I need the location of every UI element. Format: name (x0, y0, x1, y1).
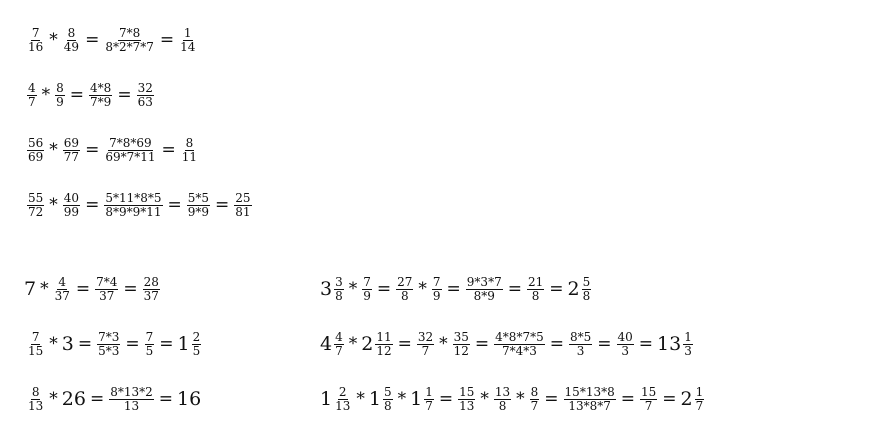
numerator: 35 (453, 330, 469, 344)
equals-sign: = (597, 334, 612, 354)
denominator: 12 (376, 344, 392, 358)
fraction (432, 276, 442, 303)
denominator: 7*9 (90, 95, 112, 109)
fraction (362, 276, 372, 303)
denominator: 37 (143, 289, 159, 303)
denominator: 8 (335, 289, 343, 303)
denominator: 8 (498, 399, 507, 413)
fraction (417, 331, 434, 358)
numerator: 5*5 (187, 191, 210, 205)
fraction (527, 276, 544, 303)
fraction (458, 386, 475, 413)
fraction (27, 137, 44, 164)
numerator: 4*8*7*5 (495, 330, 544, 344)
numerator: 13 (494, 385, 511, 399)
denominator: 77 (63, 150, 80, 164)
expression-7 (26, 386, 201, 413)
fraction (234, 192, 251, 219)
denominator: 8 (582, 289, 591, 303)
denominator: 3 (621, 344, 629, 358)
multiply-sign: * (348, 279, 358, 299)
equals-sign: = (376, 279, 392, 299)
multiply-sign: * (348, 334, 358, 354)
denominator: 7 (695, 399, 704, 413)
numerator: 4 (335, 330, 343, 344)
mixed-number (178, 331, 203, 358)
numerator: 7 (31, 330, 40, 344)
fraction (109, 386, 154, 413)
equals-sign: = (85, 195, 100, 215)
equals-sign: = (117, 85, 132, 105)
numerator: 40 (617, 330, 633, 344)
fraction (104, 192, 162, 219)
whole-part: 2 (361, 333, 374, 355)
multiply-sign: * (49, 195, 58, 215)
numerator: 7*4 (96, 275, 118, 289)
fraction (143, 276, 160, 303)
numerator: 69 (63, 136, 80, 150)
fraction-part (192, 331, 202, 358)
equals-sign: = (620, 389, 635, 409)
mixed-number (567, 276, 592, 303)
integer: 26 (61, 388, 86, 410)
denominator: 8*9*9*11 (105, 205, 162, 219)
whole-part: 1 (368, 388, 381, 410)
equals-sign: = (77, 334, 93, 354)
fraction (396, 276, 413, 303)
multiply-sign: * (516, 389, 525, 409)
equals-sign: = (159, 30, 175, 50)
numerator: 1 (695, 385, 704, 399)
numerator: 1 (684, 330, 692, 344)
numerator: 7*8 (118, 26, 141, 40)
equals-sign: = (544, 389, 559, 409)
expression-6 (26, 331, 202, 358)
denominator: 8*9 (473, 289, 495, 303)
multiply-sign: * (40, 279, 49, 299)
equals-sign: = (549, 334, 564, 354)
equals-sign: = (123, 279, 138, 299)
whole-part: 1 (410, 388, 423, 410)
denominator: 69 (28, 150, 44, 164)
numerator: 8 (31, 385, 40, 399)
denominator: 49 (63, 40, 80, 54)
numerator: 1 (183, 26, 192, 40)
fraction (89, 82, 112, 109)
fraction-part (695, 386, 705, 413)
numerator: 5*11*8*5 (105, 191, 162, 205)
numerator: 2 (192, 330, 201, 344)
numerator: 40 (63, 191, 80, 205)
fraction-part (683, 331, 693, 358)
fraction (179, 27, 196, 54)
denominator: 13 (335, 399, 351, 413)
numerator: 15 (640, 385, 657, 399)
fraction (494, 331, 545, 358)
fraction (569, 331, 592, 358)
numerator: 7 (145, 330, 154, 344)
denominator: 7 (644, 399, 653, 413)
numerator: 4*8 (90, 81, 112, 95)
expression-3 (26, 137, 199, 164)
fraction (494, 386, 511, 413)
numerator: 27 (397, 275, 413, 289)
mixed-number (320, 331, 345, 358)
fraction (640, 386, 657, 413)
denominator: 63 (137, 95, 153, 109)
equals-sign: = (507, 279, 522, 299)
equals-sign: = (125, 334, 140, 354)
denominator: 9 (56, 95, 64, 109)
fraction (466, 276, 503, 303)
fraction (181, 137, 198, 164)
denominator: 37 (99, 289, 115, 303)
mixed-number (681, 386, 706, 413)
multiply-sign: * (49, 334, 58, 354)
fraction (63, 27, 80, 54)
fraction (104, 137, 156, 164)
fraction (27, 27, 44, 54)
denominator: 7 (425, 399, 433, 413)
numerator: 8 (185, 136, 194, 150)
denominator: 5*3 (98, 344, 120, 358)
numerator: 8*13*2 (110, 385, 153, 399)
equals-sign: = (158, 389, 174, 409)
denominator: 5 (145, 344, 154, 358)
fraction (55, 82, 65, 109)
denominator: 99 (63, 205, 80, 219)
numerator: 5 (383, 385, 392, 399)
denominator: 5 (192, 344, 201, 358)
equals-sign: = (438, 389, 454, 409)
expression-4 (26, 192, 253, 219)
equals-sign: = (75, 279, 91, 299)
mixed-number (320, 276, 345, 303)
fraction (63, 137, 80, 164)
numerator: 8 (67, 26, 76, 40)
denominator: 69*7*11 (105, 150, 156, 164)
fraction (97, 331, 120, 358)
fraction (104, 27, 155, 54)
numerator: 55 (28, 191, 44, 205)
expression-2 (26, 82, 155, 109)
equals-sign: = (69, 85, 85, 105)
denominator: 16 (28, 40, 44, 54)
mixed-number (320, 386, 352, 413)
denominator: 8 (531, 289, 540, 303)
whole-part: 2 (680, 388, 693, 410)
multiply-sign: * (49, 389, 58, 409)
numerator: 28 (143, 275, 159, 289)
multiply-sign: * (49, 30, 58, 50)
equals-sign: = (397, 334, 412, 354)
equals-sign: = (159, 334, 174, 354)
fraction (187, 192, 210, 219)
denominator: 7 (530, 399, 539, 413)
numerator: 25 (235, 191, 251, 205)
numerator: 1 (425, 385, 433, 399)
numerator: 15*13*8 (564, 385, 615, 399)
fraction-part (383, 386, 393, 413)
integer: 7 (24, 278, 37, 300)
denominator: 8 (383, 399, 392, 413)
whole-part: 13 (657, 333, 682, 355)
numerator: 2 (338, 385, 347, 399)
denominator: 3 (576, 344, 585, 358)
numerator: 32 (417, 330, 434, 344)
whole-part: 3 (320, 278, 333, 300)
whole-part: 1 (177, 333, 190, 355)
denominator: 9 (432, 289, 441, 303)
numerator: 7*8*69 (109, 136, 152, 150)
numerator: 7 (363, 275, 371, 289)
equals-sign: = (474, 334, 490, 354)
expression-5 (24, 276, 161, 303)
fraction (27, 386, 44, 413)
denominator: 8 (400, 289, 409, 303)
fraction-part (424, 386, 434, 413)
mixed-number (657, 331, 694, 358)
whole-part: 4 (320, 333, 333, 355)
fraction (27, 192, 44, 219)
expression-1 (26, 27, 197, 54)
fraction-part (375, 331, 392, 358)
equals-sign: = (89, 389, 105, 409)
fraction (27, 82, 37, 109)
denominator: 7 (28, 95, 36, 109)
denominator: 13 (459, 399, 475, 413)
fraction (27, 331, 44, 358)
denominator: 72 (28, 205, 44, 219)
denominator: 7 (335, 344, 343, 358)
equals-sign: = (85, 140, 100, 160)
mixed-number (369, 386, 394, 413)
numerator: 11 (376, 330, 392, 344)
denominator: 13 (123, 399, 140, 413)
fraction (617, 331, 634, 358)
numerator: 21 (527, 275, 544, 289)
equals-sign: = (549, 279, 564, 299)
equals-sign: = (161, 140, 176, 160)
denominator: 8*2*7*7 (105, 40, 154, 54)
fraction-part (334, 331, 344, 358)
multiply-sign: * (397, 389, 407, 409)
multiply-sign: * (418, 279, 427, 299)
multiply-sign: * (356, 389, 365, 409)
expression-9 (320, 331, 694, 358)
numerator: 8*5 (569, 330, 592, 344)
equals-sign: = (638, 334, 654, 354)
numerator: 5 (582, 275, 591, 289)
fraction-part (582, 276, 592, 303)
numerator: 3 (335, 275, 343, 289)
fraction (63, 192, 80, 219)
denominator: 13*8*7 (568, 399, 611, 413)
numerator: 32 (137, 81, 153, 95)
numerator: 15 (459, 385, 475, 399)
denominator: 37 (54, 289, 70, 303)
denominator: 81 (235, 205, 251, 219)
integer: 3 (61, 333, 74, 355)
denominator: 9 (363, 289, 371, 303)
denominator: 7 (421, 344, 430, 358)
numerator: 56 (28, 136, 44, 150)
denominator: 9*9 (187, 205, 210, 219)
equals-sign: = (85, 30, 100, 50)
numerator: 8 (56, 81, 64, 95)
denominator: 11 (181, 150, 198, 164)
expression-8 (320, 276, 592, 303)
equals-sign: = (215, 195, 230, 215)
denominator: 15 (28, 344, 44, 358)
expression-10 (320, 386, 705, 413)
equals-sign: = (446, 279, 461, 299)
mixed-number (361, 331, 393, 358)
fraction (145, 331, 155, 358)
multiply-sign: * (49, 140, 58, 160)
fraction (137, 82, 154, 109)
denominator: 12 (453, 344, 469, 358)
equals-sign: = (662, 389, 677, 409)
fraction (95, 276, 118, 303)
mixed-number (410, 386, 435, 413)
fraction (54, 276, 71, 303)
multiply-sign: * (439, 334, 448, 354)
denominator: 3 (684, 344, 692, 358)
numerator: 9*3*7 (466, 275, 502, 289)
numerator: 8 (530, 385, 539, 399)
numerator: 7 (31, 26, 40, 40)
equals-sign: = (167, 195, 182, 215)
denominator: 13 (28, 399, 44, 413)
numerator: 4 (58, 275, 67, 289)
fraction (453, 331, 470, 358)
multiply-sign: * (41, 85, 51, 105)
numerator: 4 (28, 81, 36, 95)
fraction (564, 386, 616, 413)
denominator: 14 (180, 40, 196, 54)
integer: 16 (177, 388, 202, 410)
whole-part: 1 (320, 388, 333, 410)
whole-part: 2 (567, 278, 580, 300)
fraction-part (334, 386, 351, 413)
fraction-part (334, 276, 344, 303)
numerator: 7 (432, 275, 441, 289)
numerator: 7*3 (98, 330, 120, 344)
denominator: 7*4*3 (501, 344, 537, 358)
fraction (530, 386, 540, 413)
multiply-sign: * (480, 389, 489, 409)
